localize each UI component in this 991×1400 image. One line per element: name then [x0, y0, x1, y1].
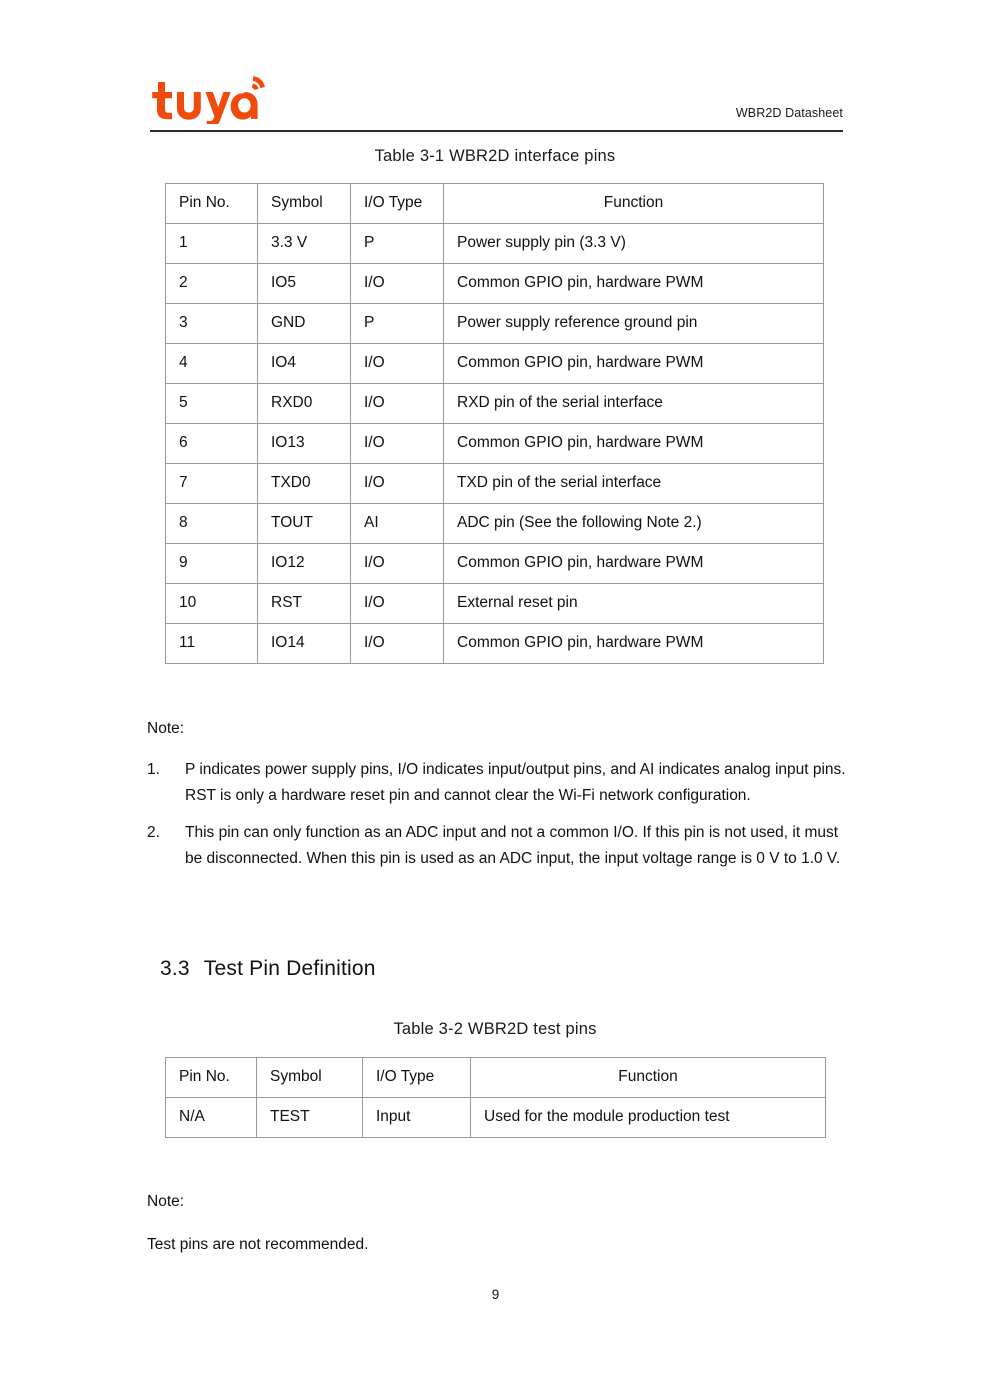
cell-io-type: I/O [351, 544, 444, 584]
cell-function: Used for the module production test [471, 1098, 826, 1138]
header-divider [150, 130, 843, 132]
cell-symbol: TEST [257, 1098, 363, 1138]
tuya-logo [150, 74, 270, 124]
cell-function: Common GPIO pin, hardware PWM [444, 424, 824, 464]
cell-function: Common GPIO pin, hardware PWM [444, 544, 824, 584]
table-row [166, 624, 824, 664]
note-item [147, 757, 847, 808]
notes-2-text: Test pins are not recommended. [147, 1236, 369, 1253]
page-number: 9 [491, 1287, 500, 1302]
cell-symbol: IO4 [258, 344, 351, 384]
cell-symbol: RXD0 [258, 384, 351, 424]
section-number: 3.3 [160, 957, 190, 980]
cell-io-type: AI [351, 504, 444, 544]
note-number: 1. [147, 761, 160, 778]
table-header-row [166, 1058, 826, 1098]
cell-io-type: I/O [351, 424, 444, 464]
cell-pin-no: 5 [166, 384, 258, 424]
cell-io-type: I/O [351, 264, 444, 304]
cell-symbol: TXD0 [258, 464, 351, 504]
cell-pin-no: 2 [166, 264, 258, 304]
notes-1-list [147, 757, 847, 883]
cell-io-type: Input [363, 1098, 471, 1138]
column-header-symbol: Symbol [257, 1058, 363, 1098]
cell-symbol: IO5 [258, 264, 351, 304]
column-header-io-type: I/O Type [351, 184, 444, 224]
cell-pin-no: 3 [166, 304, 258, 344]
table-header-row [166, 184, 824, 224]
interface-pins-table [165, 183, 824, 664]
column-header-function: Function [471, 1058, 826, 1098]
table-row [166, 424, 824, 464]
notes-1-label: Note: [147, 720, 185, 737]
cell-pin-no: 4 [166, 344, 258, 384]
table-row [166, 264, 824, 304]
cell-symbol: IO12 [258, 544, 351, 584]
notes-2-label: Note: [147, 1193, 185, 1210]
table-2-caption: Table 3-2 WBR2D test pins [393, 1020, 597, 1038]
note-number: 2. [147, 824, 160, 841]
cell-function: External reset pin [444, 584, 824, 624]
table-row [166, 304, 824, 344]
cell-symbol: RST [258, 584, 351, 624]
note-text: This pin can only function as an ADC input and not a common I/O. If this pin is not used, it must be disconnected. When this pin is used as an ADC input, the input voltage range is 0 V to 1.0 V. [185, 824, 841, 867]
cell-function: ADC pin (See the following Note 2.) [444, 504, 824, 544]
cell-io-type: I/O [351, 584, 444, 624]
cell-pin-no: 1 [166, 224, 258, 264]
cell-io-type: P [351, 224, 444, 264]
cell-pin-no: 7 [166, 464, 258, 504]
cell-symbol: IO14 [258, 624, 351, 664]
table-row [166, 544, 824, 584]
column-header-pin-no: Pin No. [166, 184, 258, 224]
table-row [166, 224, 824, 264]
cell-function: TXD pin of the serial interface [444, 464, 824, 504]
cell-pin-no: 9 [166, 544, 258, 584]
table-row [166, 344, 824, 384]
header-document-title: WBR2D Datasheet [735, 106, 843, 120]
section-title: Test Pin Definition [203, 957, 376, 980]
table-row [166, 384, 824, 424]
cell-function: Common GPIO pin, hardware PWM [444, 344, 824, 384]
note-item [147, 820, 847, 871]
cell-function: Power supply pin (3.3 V) [444, 224, 824, 264]
column-header-symbol: Symbol [258, 184, 351, 224]
cell-function: Common GPIO pin, hardware PWM [444, 264, 824, 304]
cell-symbol: GND [258, 304, 351, 344]
column-header-function: Function [444, 184, 824, 224]
note-text: P indicates power supply pins, I/O indicates input/output pins, and AI indicates analog input pins. RST is only a hardware reset pin and cannot clear the Wi-Fi network configuration. [185, 761, 846, 804]
cell-pin-no: N/A [166, 1098, 257, 1138]
column-header-io-type: I/O Type [363, 1058, 471, 1098]
cell-pin-no: 10 [166, 584, 258, 624]
table-row [166, 504, 824, 544]
cell-pin-no: 6 [166, 424, 258, 464]
cell-symbol: IO13 [258, 424, 351, 464]
cell-io-type: I/O [351, 464, 444, 504]
section-heading-3-3 [160, 957, 376, 981]
cell-symbol: TOUT [258, 504, 351, 544]
cell-pin-no: 11 [166, 624, 258, 664]
cell-io-type: I/O [351, 624, 444, 664]
cell-io-type: P [351, 304, 444, 344]
table-row [166, 1098, 826, 1138]
cell-function: RXD pin of the serial interface [444, 384, 824, 424]
cell-pin-no: 8 [166, 504, 258, 544]
table-row [166, 464, 824, 504]
table-1-caption: Table 3-1 WBR2D interface pins [374, 147, 616, 165]
tuya-logo-icon [150, 74, 270, 124]
cell-io-type: I/O [351, 344, 444, 384]
cell-function: Power supply reference ground pin [444, 304, 824, 344]
cell-function: Common GPIO pin, hardware PWM [444, 624, 824, 664]
column-header-pin-no: Pin No. [166, 1058, 257, 1098]
page-header [150, 72, 843, 130]
cell-io-type: I/O [351, 384, 444, 424]
table-row [166, 584, 824, 624]
test-pins-table [165, 1057, 826, 1138]
cell-symbol: 3.3 V [258, 224, 351, 264]
